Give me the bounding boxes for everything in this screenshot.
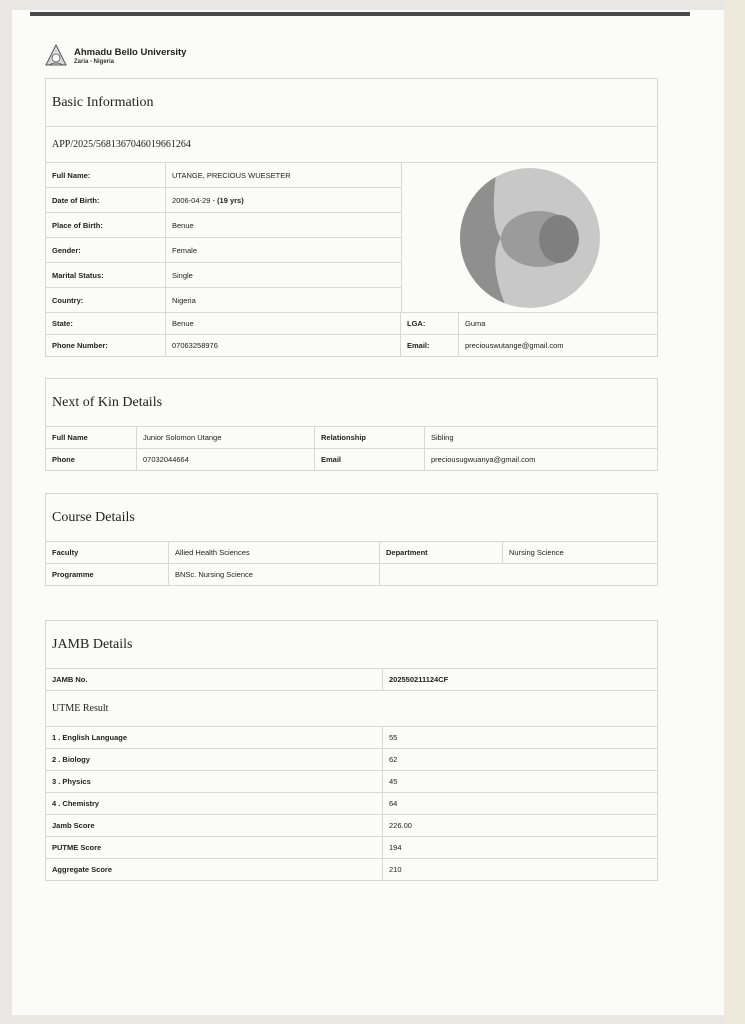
phone-label: Phone Number:: [46, 335, 166, 356]
email-label: Email:: [401, 335, 459, 356]
page-header: [44, 44, 186, 68]
utme-result-value: 55: [389, 733, 398, 742]
university-logo-icon: [44, 44, 68, 68]
state-value: Benue: [166, 313, 401, 334]
lga-value: Guma: [465, 319, 486, 328]
kin-relationship-label: Relationship: [315, 427, 425, 448]
state-label: State:: [46, 313, 166, 334]
full-name-label: Full Name:: [46, 163, 166, 187]
full-name-value: UTANGE, PRECIOUS WUESETER: [172, 170, 291, 180]
kin-name-value: Junior Solomon Utange: [137, 427, 315, 448]
utme-result-value: 64: [389, 799, 398, 808]
utme-result-title: UTME Result: [46, 691, 657, 727]
dob-label: Date of Birth:: [46, 188, 166, 212]
next-of-kin-title: Next of Kin Details: [46, 379, 657, 427]
utme-result-value: 210: [389, 865, 402, 874]
full-name-row: [46, 163, 401, 188]
dob-date: 2006-04-29 -: [172, 195, 215, 205]
application-id: APP/2025/5681367046019661264: [46, 127, 657, 163]
kin-relationship-value: Sibling: [431, 433, 454, 442]
top-bar: [30, 12, 690, 16]
utme-result-label: Jamb Score: [46, 815, 383, 836]
kin-name-row: [46, 427, 657, 449]
lga-label: LGA:: [401, 313, 459, 334]
state-row: [46, 313, 657, 335]
pob-value: Benue: [172, 220, 194, 230]
faculty-row: [46, 542, 657, 564]
utme-result-table: [46, 727, 657, 880]
faculty-label: Faculty: [46, 542, 169, 563]
department-label: Department: [380, 542, 503, 563]
dob-value: [166, 188, 401, 212]
programme-value: BNSc. Nursing Science: [169, 564, 380, 585]
utme-result-row: [46, 771, 657, 793]
programme-empty-cell: [380, 564, 657, 585]
gender-row: [46, 238, 401, 263]
faculty-value: Allied Health Sciences: [169, 542, 380, 563]
kin-email-label: Email: [315, 449, 425, 470]
marital-row: [46, 263, 401, 288]
kin-phone-row: [46, 449, 657, 470]
applicant-photo: [402, 163, 657, 312]
utme-result-row: [46, 727, 657, 749]
utme-result-label: PUTME Score: [46, 837, 383, 858]
programme-label: Programme: [46, 564, 169, 585]
utme-result-row: [46, 815, 657, 837]
country-row: [46, 288, 401, 312]
basic-information-card: [45, 78, 658, 357]
country-label: Country:: [46, 288, 166, 312]
gender-label: Gender:: [46, 238, 166, 262]
utme-result-value: 62: [389, 755, 398, 764]
pob-label: Place of Birth:: [46, 213, 166, 237]
programme-row: [46, 564, 657, 585]
basic-information-title: Basic Information: [46, 79, 657, 127]
applicant-photo-icon: [459, 167, 601, 309]
kin-phone-value: 07032044664: [137, 449, 315, 470]
jamb-details-title: JAMB Details: [46, 621, 657, 669]
country-value: Nigeria: [172, 295, 196, 305]
marital-value: Single: [172, 270, 193, 280]
utme-result-row: [46, 837, 657, 859]
dob-row: [46, 188, 401, 213]
gender-value: Female: [172, 245, 198, 255]
utme-result-label: 1 . English Language: [46, 727, 383, 748]
kin-email-value: preciousugwuanya@gmail.com: [431, 455, 536, 464]
jamb-no-label: JAMB No.: [46, 669, 383, 690]
marital-label: Marital Status:: [46, 263, 166, 287]
department-value: Nursing Science: [509, 548, 564, 557]
phone-row: [46, 335, 657, 356]
utme-result-value: 45: [389, 777, 398, 786]
utme-result-label: 2 . Biology: [46, 749, 383, 770]
jamb-no-value: 202550211124CF: [389, 675, 449, 684]
course-details-title: Course Details: [46, 494, 657, 542]
utme-result-value: 194: [389, 843, 402, 852]
phone-value: 07063258976: [166, 335, 401, 356]
course-details-card: [45, 493, 658, 586]
utme-result-label: 3 . Physics: [46, 771, 383, 792]
jamb-details-card: [45, 620, 658, 881]
jamb-no-row: [46, 669, 657, 691]
utme-result-row: [46, 749, 657, 771]
utme-result-value: 226.00: [389, 821, 412, 830]
email-value: preciouswutange@gmail.com: [465, 341, 564, 350]
utme-result-label: Aggregate Score: [46, 859, 383, 880]
utme-result-row: [46, 793, 657, 815]
kin-phone-label: Phone: [46, 449, 137, 470]
university-name: Ahmadu Bello University: [74, 47, 187, 58]
utme-result-row: [46, 859, 657, 880]
next-of-kin-card: [45, 378, 658, 471]
university-location: Zaria - Nigeria: [74, 59, 115, 65]
utme-result-label: 4 . Chemistry: [46, 793, 383, 814]
pob-row: [46, 213, 401, 238]
page-edge: [724, 0, 745, 1024]
kin-name-label: Full Name: [46, 427, 137, 448]
dob-age: (19 yrs): [217, 195, 244, 205]
